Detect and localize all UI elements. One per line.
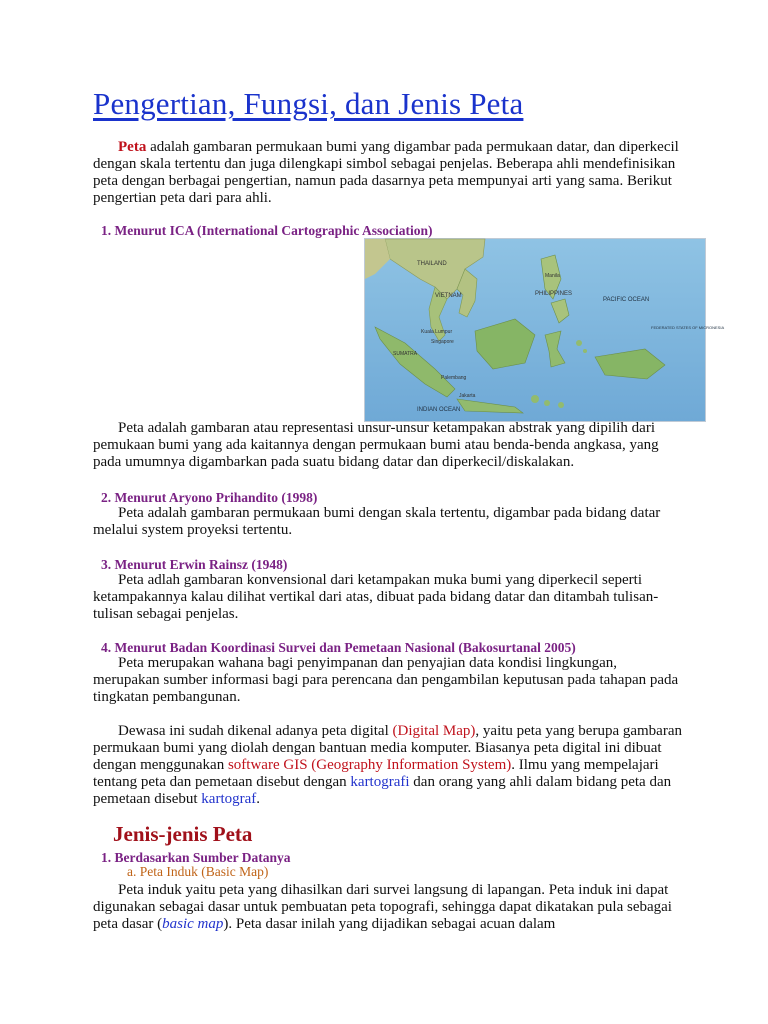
- page-title[interactable]: Pengertian, Fungsi, dan Jenis Peta: [93, 86, 524, 121]
- map-svg: [365, 239, 725, 421]
- erwin-paragraph: Peta adlah gambaran konvensional dari ketampakan muka bumi yang diperkecil seperti ketampakannya kalau dilihat vertikal dari atas, dibuat pada bidang datar dan ditambah tulisan-tulisan sebagai penjelas.: [93, 572, 659, 622]
- label-palembang: Palembang: [441, 375, 467, 381]
- heading-ica: 1. Menurut ICA (International Cartographic Association): [101, 223, 433, 238]
- kartografi-link[interactable]: kartografi: [350, 774, 410, 790]
- label-pacific: PACIFIC OCEAN: [603, 297, 650, 303]
- label-vietnam: VIETNAM: [435, 293, 462, 299]
- kartograf-link[interactable]: kartograf: [201, 791, 257, 807]
- bakosurtanal-paragraph: Peta merupakan wahana bagi penyimpanan dan penyajian data kondisi lingkungan, merupakan sumber informasi bagi para perencana dan pengambilan keputusan pada tahapan pada tingkatan pembangunan.: [93, 655, 679, 705]
- subheading-peta-induk: a. Peta Induk (Basic Map): [127, 864, 269, 879]
- label-singapore: Singapore: [431, 339, 454, 345]
- label-sumatra: SUMATRA: [393, 351, 418, 357]
- label-indian: INDIAN OCEAN: [417, 407, 461, 413]
- heading-aryono: 2. Menurut Aryono Prihandito (1998): [101, 490, 318, 505]
- aryono-paragraph: Peta adalah gambaran permukaan bumi dengan skala tertentu, digambar pada bidang datar melalui system proyeksi tertentu.: [93, 505, 661, 538]
- jenis-heading: Jenis-jenis Peta: [113, 822, 253, 846]
- digital-map-term: (Digital Map): [392, 723, 476, 739]
- gis-link[interactable]: software GIS (Geography Information System): [227, 757, 512, 773]
- intro-paragraph: Peta adalah gambaran permukaan bumi yang digambar pada permukaan datar, dan diperkecil dengan skala tertentu dan juga dilengkapi simbol sebagai penjelas. Beberapa ahli mendefinisikan peta dengan berbagai pengertian, namun pada dasarnya peta mempunyai arti yang sama. Berikut pengertian peta dari para ahli.: [93, 139, 679, 206]
- heading-bakosurtanal: 4. Menurut Badan Koordinasi Survei dan Pemetaan Nasional (Bakosurtanal 2005): [101, 640, 576, 655]
- label-micronesia: FEDERATED STATES OF MICRONESIA: [651, 325, 725, 330]
- label-philippines: PHILIPPINES: [535, 291, 573, 297]
- digital-map-paragraph: Dewasa ini sudah dikenal adanya peta digital (Digital Map), yaitu peta yang berupa gambaran permukaan bumi yang diolah dengan bantuan media komputer. Biasanya peta digital ini dibuat dengan menggunakan software GIS (Geography Information System). Ilmu yang mempelajari tentang peta dan pemetaan disebut dengan kartografi dan orang yang ahli dalam bidang peta dan pemetaan disebut kartograf.: [93, 723, 682, 807]
- label-kualalumpur: Kuala Lumpur: [421, 329, 453, 335]
- indonesia-map-image: [364, 238, 725, 422]
- ica-paragraph: Peta adalah gambaran atau representasi unsur-unsur ketampakan abstrak yang dipilih dari pemukaan bumi yang ada kaitannya dengan permukaan bumi atau benda-benda angkasa, yang pada umumnya digambarkan pada suatu bidang datar dan diperkecil/diskalakan.: [93, 420, 659, 470]
- label-jakarta: Jakarta: [459, 393, 476, 399]
- heading-erwin: 3. Menurut Erwin Rainsz (1948): [101, 557, 288, 572]
- label-thailand: THAILAND: [417, 261, 447, 267]
- label-manila: Manila: [545, 273, 560, 279]
- heading-sumber-data: 1. Berdasarkan Sumber Datanya: [101, 850, 291, 865]
- keyword-peta: Peta: [118, 139, 147, 155]
- peta-induk-paragraph: Peta induk yaitu peta yang dihasilkan dari survei langsung di lapangan. Peta induk ini dapat digunakan sebagai dasar untuk pembuatan peta topografi, sehingga dapat dikatakan pula sebagai peta dasar (basic map). Peta dasar inilah yang dijadikan sebagai acuan dalam: [93, 882, 672, 932]
- basic-map-term: basic map: [162, 916, 224, 932]
